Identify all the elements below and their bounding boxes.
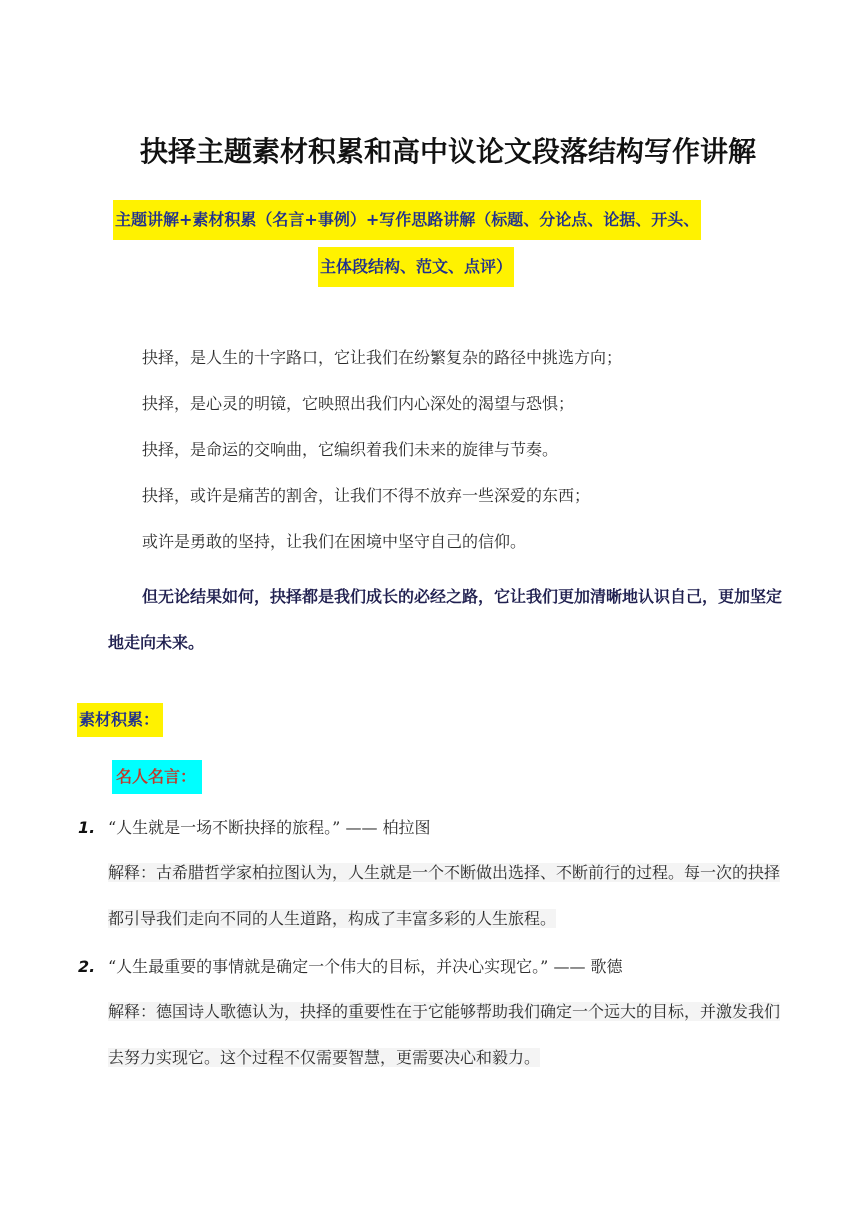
page-title: 抉择主题素材积累和高中议论文段落结构写作讲解 (140, 135, 757, 168)
subtitle-line-1: 主题讲解+素材积累（名言+事例）+写作思路讲解（标题、分论点、论据、开头、 (113, 200, 701, 240)
intro-line: 抉择，是命运的交响曲，它编织着我们未来的旋律与节奏。 (142, 440, 559, 459)
intro-line: 抉择，或许是痛苦的割舍，让我们不得不放弃一些深爱的东西； (142, 486, 591, 505)
quote-explanation-text: 解释：古希腊哲学家柏拉图认为，人生就是一个不断做出选择、不断前行的过程。每一次的抉择都引导我们走向不同的人生道路，构成了丰富多彩的人生旅程。 (108, 863, 781, 928)
quote-explanation-text: 解释：德国诗人歌德认为，抉择的重要性在于它能够帮助我们确定一个远大的目标，并激发我们去努力实现它。这个过程不仅需要智慧，更需要决心和毅力。 (108, 1002, 781, 1067)
section-heading-materials: 素材积累： (77, 703, 163, 737)
subtitle-line-2: 主体段结构、范文、点评） (318, 247, 514, 287)
quote-explanation (108, 989, 788, 1081)
quote-text: “人生就是一场不断抉择的旅程。” —— 柏拉图 (108, 818, 431, 837)
intro-line: 抉择，是人生的十字路口，它让我们在纷繁复杂的路径中挑选方向； (142, 348, 623, 367)
quote-explanation (108, 850, 788, 942)
intro-line: 抉择，是心灵的明镜，它映照出我们内心深处的渴望与恐惧； (142, 394, 575, 413)
intro-conclusion: 但无论结果如何，抉择都是我们成长的必经之路，它让我们更加清晰地认识自己，更加坚定地走向未来。 (108, 587, 783, 652)
intro-line: 或许是勇敢的坚持，让我们在困境中坚守自己的信仰。 (142, 532, 527, 551)
quote-number: 1. (78, 818, 96, 837)
subsection-heading-quotes: 名人名言： (112, 760, 202, 794)
quote-text: “人生最重要的事情就是确定一个伟大的目标，并决心实现它。” —— 歌德 (108, 957, 623, 976)
quote-number: 2. (78, 957, 96, 976)
